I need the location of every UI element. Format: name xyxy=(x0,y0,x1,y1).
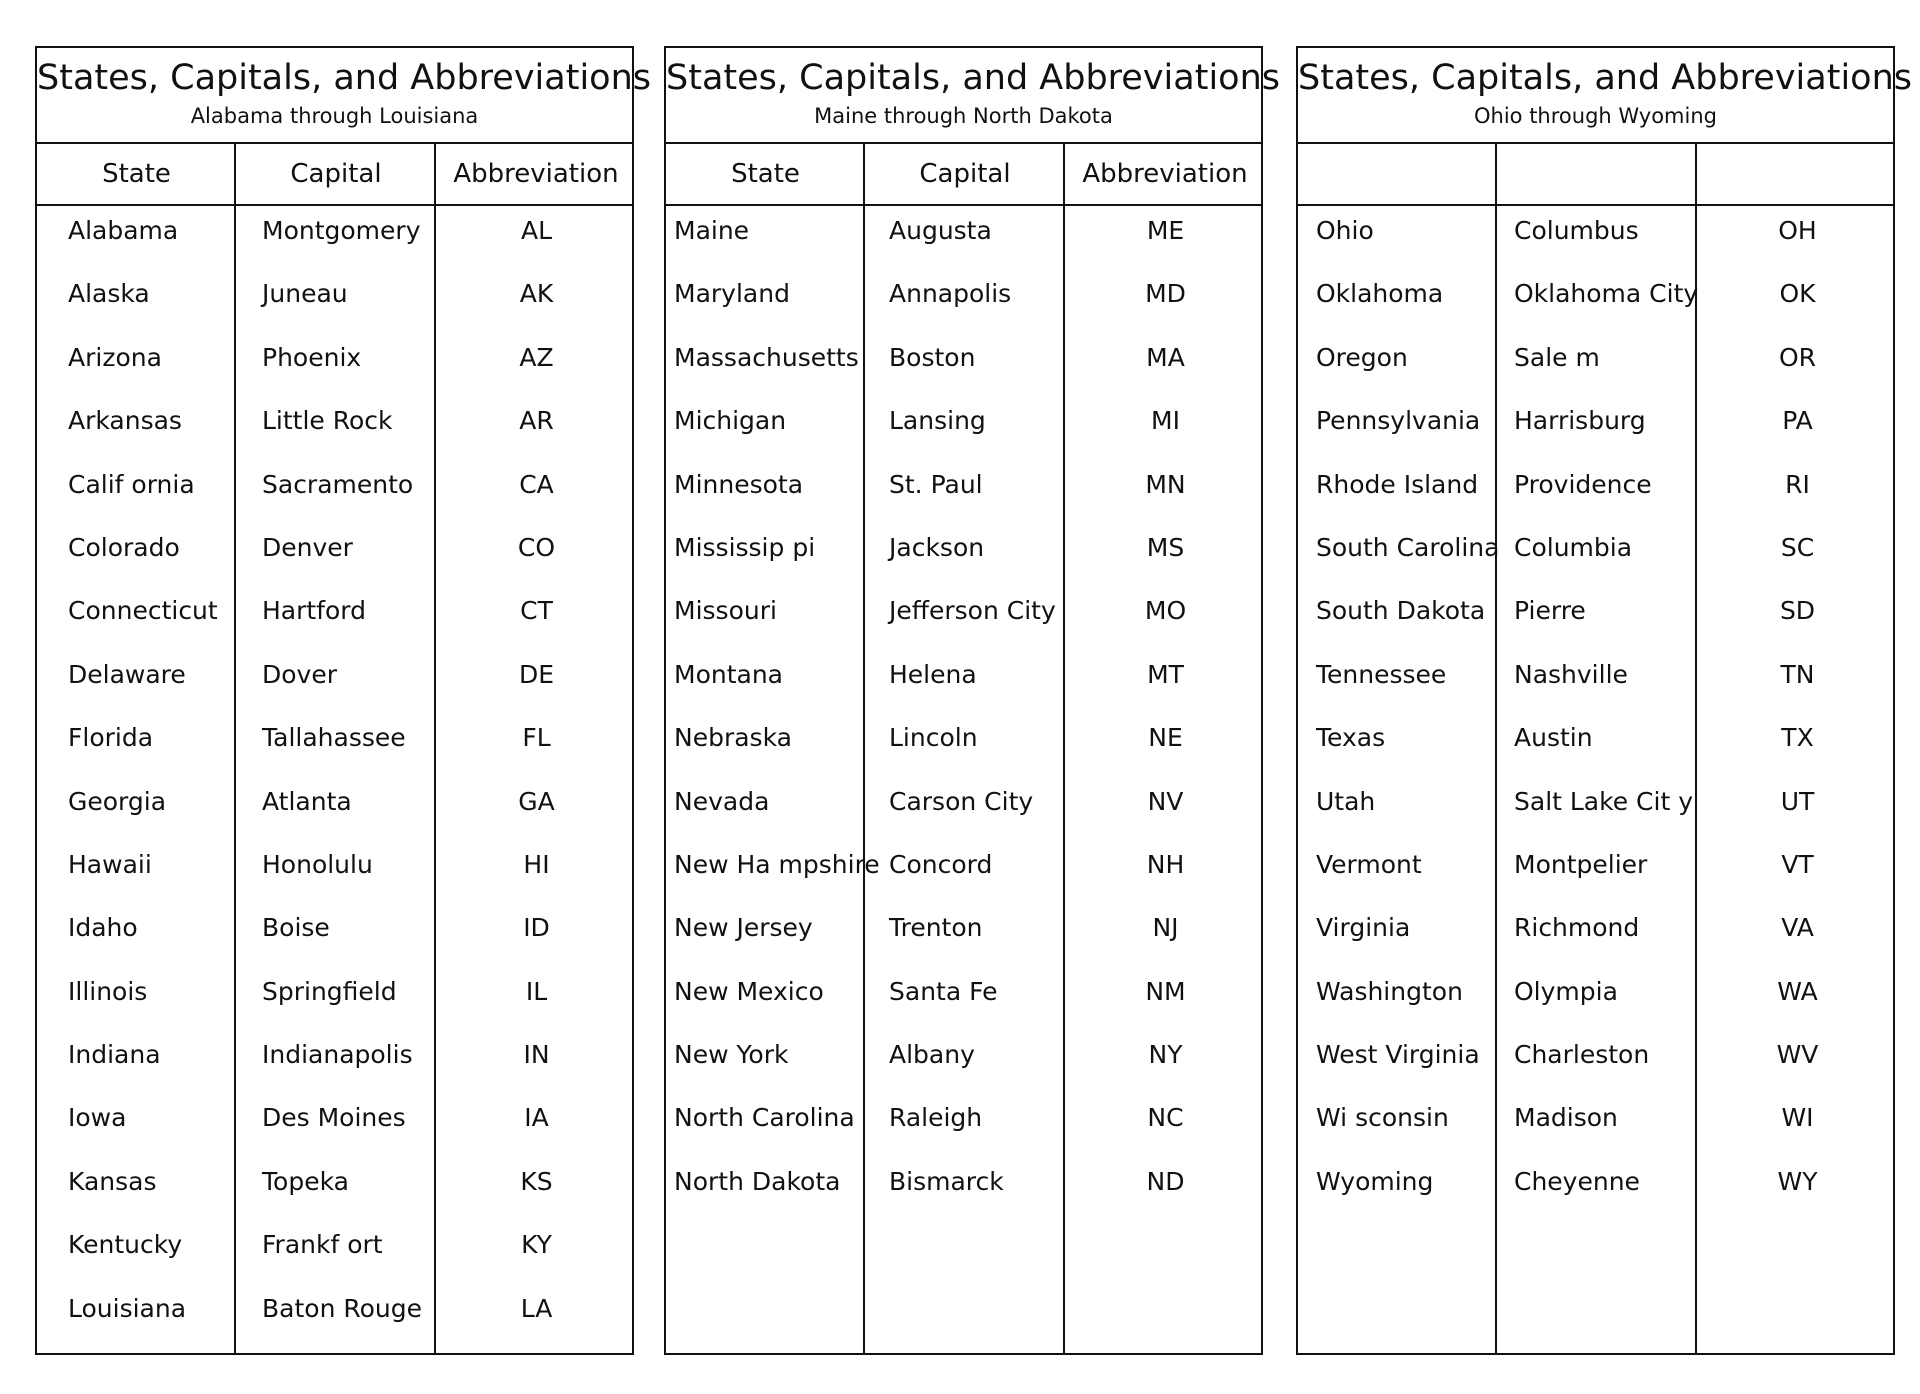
capital-cell: Juneau xyxy=(262,279,348,309)
capital-cell: Lincoln xyxy=(889,723,978,753)
capital-cell: Raleigh xyxy=(889,1103,983,1133)
capital-cell: St. Paul xyxy=(889,469,983,499)
table-row xyxy=(1298,903,1893,966)
table-row xyxy=(666,206,1261,269)
state-cell: Mississip pi xyxy=(674,532,816,562)
abbreviation-cell: MO xyxy=(1144,596,1187,626)
state-cell: Alaska xyxy=(68,279,150,309)
capital-cell: Little Rock xyxy=(262,406,393,436)
column-header-row xyxy=(37,144,632,206)
abbreviation-cell: ME xyxy=(1146,216,1185,245)
abbreviation-cell: CO xyxy=(517,532,556,562)
table-panel-ohio-wyoming xyxy=(1296,46,1913,1355)
state-cell: Louisiana xyxy=(68,1293,187,1323)
state-cell: New Ha mpshire xyxy=(674,849,880,879)
abbreviation-cell: ND xyxy=(1146,1166,1185,1196)
capital-cell: Boston xyxy=(889,342,976,372)
state-cell: Delaware xyxy=(68,659,186,689)
capital-cell: Helena xyxy=(889,659,977,689)
capital-cell: Madison xyxy=(1514,1103,1618,1133)
abbreviation-cell: TX xyxy=(1781,723,1814,753)
panel-subtitle: Ohio through Wyoming xyxy=(1474,104,1717,128)
state-cell: Texas xyxy=(1316,723,1386,753)
abbreviation-cell: MD xyxy=(1145,279,1186,309)
table-row xyxy=(1298,840,1893,903)
column-header-capital: Capital xyxy=(290,159,382,189)
table-row xyxy=(37,903,632,966)
capital-cell: Trenton xyxy=(889,913,983,943)
column-header-abbreviation xyxy=(1697,144,1897,204)
column-header-state: State xyxy=(731,159,800,189)
table-row xyxy=(1298,333,1893,396)
capital-cell: Boise xyxy=(262,913,330,943)
capital-cell: Frankf ort xyxy=(262,1230,383,1260)
abbreviation-cell: SC xyxy=(1780,532,1815,562)
state-cell: Missouri xyxy=(674,596,777,626)
capital-cell: Jackson xyxy=(889,532,985,562)
abbreviation-cell: MA xyxy=(1146,342,1185,372)
table-row xyxy=(1298,1157,1893,1220)
table-row xyxy=(666,1157,1261,1220)
abbreviation-cell: KY xyxy=(521,1230,552,1260)
state-cell: Hawaii xyxy=(68,849,152,879)
state-cell: Iowa xyxy=(68,1103,127,1133)
table-row xyxy=(37,713,632,776)
table-row xyxy=(1298,777,1893,840)
table-row xyxy=(666,269,1261,332)
state-cell: Alabama xyxy=(68,216,179,245)
table-row xyxy=(37,650,632,713)
state-cell: Indiana xyxy=(68,1040,161,1070)
table-body xyxy=(666,206,1261,1220)
abbreviation-cell: OH xyxy=(1778,216,1817,245)
capital-cell: Jefferson City xyxy=(889,596,1056,626)
table-body xyxy=(37,206,632,1347)
table-panel-alabama-louisiana xyxy=(35,46,652,1355)
capital-cell: Cheyenne xyxy=(1514,1166,1640,1196)
capital-cell: Phoenix xyxy=(262,342,362,372)
column-header-abbreviation: Abbreviation xyxy=(453,159,619,189)
capital-cell: Montgomery xyxy=(262,216,421,245)
abbreviation-cell: NV xyxy=(1147,786,1184,816)
capital-cell: Nashville xyxy=(1514,659,1628,689)
table-row xyxy=(666,903,1261,966)
abbreviation-cell: PA xyxy=(1782,406,1813,436)
abbreviation-cell: MT xyxy=(1147,659,1184,689)
abbreviation-cell: NM xyxy=(1145,976,1186,1006)
state-cell: Arkansas xyxy=(68,406,182,436)
capital-cell: Sacramento xyxy=(262,469,414,499)
column-header-row xyxy=(1298,144,1893,206)
table-row xyxy=(37,1030,632,1093)
capital-cell: Oklahoma City xyxy=(1514,279,1699,309)
table-row xyxy=(666,396,1261,459)
table-row xyxy=(1298,523,1893,586)
state-cell: New York xyxy=(674,1040,789,1070)
abbreviation-cell: KS xyxy=(520,1166,553,1196)
table-row xyxy=(1298,460,1893,523)
abbreviation-cell: AR xyxy=(519,406,554,436)
capital-cell: Springfield xyxy=(262,976,397,1006)
abbreviation-cell: VT xyxy=(1781,849,1814,879)
state-cell: Illinois xyxy=(68,976,148,1006)
table-row xyxy=(1298,967,1893,1030)
abbreviation-cell: OR xyxy=(1778,342,1817,372)
state-cell: North Dakota xyxy=(674,1166,841,1196)
capital-cell: Baton Rouge xyxy=(262,1293,422,1323)
capital-cell: Sale m xyxy=(1514,342,1600,372)
abbreviation-cell: MN xyxy=(1145,469,1186,499)
table-row xyxy=(666,1093,1261,1156)
abbreviation-cell: WI xyxy=(1781,1103,1814,1133)
abbreviation-cell: MI xyxy=(1151,406,1180,436)
abbreviation-cell: RI xyxy=(1785,469,1810,499)
capital-cell: Atlanta xyxy=(262,786,352,816)
table-row xyxy=(37,1284,632,1347)
abbreviation-cell: NH xyxy=(1146,849,1185,879)
panel-subtitle: Alabama through Louisiana xyxy=(190,104,479,128)
state-cell: Georgia xyxy=(68,786,167,816)
panel-header xyxy=(37,48,652,144)
column-header-state: State xyxy=(102,159,171,189)
table-row xyxy=(1298,396,1893,459)
capital-cell: Hartford xyxy=(262,596,367,626)
state-cell: Maine xyxy=(674,216,750,245)
abbreviation-cell: TN xyxy=(1780,659,1815,689)
capital-cell: Bismarck xyxy=(889,1166,1004,1196)
abbreviation-cell: AK xyxy=(519,279,554,309)
state-cell: Oregon xyxy=(1316,342,1408,372)
capital-cell: Montpelier xyxy=(1514,849,1648,879)
abbreviation-cell: AL xyxy=(520,216,553,245)
abbreviation-cell: SD xyxy=(1779,596,1816,626)
column-header-capital: Capital xyxy=(919,159,1011,189)
capital-cell: Topeka xyxy=(262,1166,349,1196)
capital-cell: Harrisburg xyxy=(1514,406,1646,436)
state-cell: Tennessee xyxy=(1316,659,1447,689)
table-row xyxy=(37,777,632,840)
state-cell: Oklahoma xyxy=(1316,279,1444,309)
state-cell: Kentucky xyxy=(68,1230,183,1260)
capital-cell: Annapolis xyxy=(889,279,1012,309)
table-row xyxy=(1298,586,1893,649)
state-cell: Virginia xyxy=(1316,913,1411,943)
table-body xyxy=(1298,206,1893,1220)
column-header-row xyxy=(666,144,1261,206)
table-row xyxy=(37,1157,632,1220)
state-cell: South Carolina xyxy=(1316,532,1500,562)
abbreviation-cell: IN xyxy=(523,1040,550,1070)
table-row xyxy=(1298,1030,1893,1093)
table-row xyxy=(1298,1093,1893,1156)
table-row xyxy=(37,1220,632,1283)
state-cell: Pennsylvania xyxy=(1316,406,1481,436)
abbreviation-cell: WY xyxy=(1777,1166,1818,1196)
abbreviation-cell: WV xyxy=(1776,1040,1819,1070)
table-row xyxy=(666,777,1261,840)
table-row xyxy=(666,840,1261,903)
abbreviation-cell: FL xyxy=(522,723,551,753)
capital-cell: Columbia xyxy=(1514,532,1633,562)
abbreviation-cell: NE xyxy=(1148,723,1183,753)
capital-cell: Richmond xyxy=(1514,913,1640,943)
abbreviation-cell: IA xyxy=(524,1103,549,1133)
capital-cell: Lansing xyxy=(889,406,986,436)
state-cell: New Jersey xyxy=(674,913,813,943)
table-row xyxy=(37,460,632,523)
capital-cell: Carson City xyxy=(889,786,1034,816)
capital-cell: Salt Lake Cit y xyxy=(1514,786,1693,816)
table-row xyxy=(666,523,1261,586)
column-header-capital xyxy=(1497,144,1697,204)
state-cell: Nevada xyxy=(674,786,770,816)
state-cell: Washington xyxy=(1316,976,1463,1006)
table-row xyxy=(1298,650,1893,713)
table-row xyxy=(666,967,1261,1030)
table-row xyxy=(37,333,632,396)
capital-cell: Concord xyxy=(889,849,993,879)
state-cell: Rhode Island xyxy=(1316,469,1479,499)
capital-cell: Columbus xyxy=(1514,216,1639,245)
state-cell: Idaho xyxy=(68,913,138,943)
abbreviation-cell: NJ xyxy=(1152,913,1179,943)
table-row xyxy=(1298,206,1893,269)
abbreviation-cell: WA xyxy=(1777,976,1818,1006)
state-cell: Vermont xyxy=(1316,849,1422,879)
state-cell: Minnesota xyxy=(674,469,804,499)
table-row xyxy=(37,840,632,903)
abbreviation-cell: IL xyxy=(525,976,548,1006)
table-row xyxy=(37,269,632,332)
capital-cell: Santa Fe xyxy=(889,976,998,1006)
table-row xyxy=(37,396,632,459)
abbreviation-cell: MS xyxy=(1146,532,1185,562)
state-cell: Nebraska xyxy=(674,723,792,753)
state-cell: Florida xyxy=(68,723,154,753)
state-cell: Wi sconsin xyxy=(1316,1103,1449,1133)
state-cell: Colorado xyxy=(68,532,180,562)
state-cell: Maryland xyxy=(674,279,790,309)
panel-header xyxy=(1298,48,1913,144)
abbreviation-cell: VA xyxy=(1781,913,1814,943)
state-cell: Utah xyxy=(1316,786,1376,816)
state-cell: Kansas xyxy=(68,1166,157,1196)
abbreviation-cell: DE xyxy=(518,659,555,689)
table-row xyxy=(37,206,632,269)
abbreviation-cell: UT xyxy=(1780,786,1815,816)
table-row xyxy=(666,333,1261,396)
table-row xyxy=(37,1093,632,1156)
capital-cell: Indianapolis xyxy=(262,1040,413,1070)
state-cell: Calif ornia xyxy=(68,469,195,499)
panel-header xyxy=(666,48,1281,144)
table-panel-maine-north-dakota xyxy=(664,46,1281,1355)
table-row xyxy=(37,967,632,1030)
state-cell: North Carolina xyxy=(674,1103,855,1133)
capital-cell: Augusta xyxy=(889,216,992,245)
table-row xyxy=(37,586,632,649)
panel-title: States, Capitals, and Abbreviations xyxy=(666,58,1281,98)
capital-cell: Providence xyxy=(1514,469,1652,499)
capital-cell: Tallahassee xyxy=(262,723,406,753)
panel-title: States, Capitals, and Abbreviations xyxy=(1298,58,1913,98)
capital-cell: Charleston xyxy=(1514,1040,1650,1070)
capital-cell: Olympia xyxy=(1514,976,1618,1006)
abbreviation-cell: ID xyxy=(523,913,550,943)
state-cell: South Dakota xyxy=(1316,596,1486,626)
capital-cell: Albany xyxy=(889,1040,975,1070)
abbreviation-cell: CT xyxy=(520,596,553,626)
abbreviation-cell: NY xyxy=(1148,1040,1183,1070)
state-cell: Ohio xyxy=(1316,216,1374,245)
table-row xyxy=(666,650,1261,713)
capital-cell: Dover xyxy=(262,659,337,689)
table-row xyxy=(666,713,1261,776)
abbreviation-cell: HI xyxy=(523,849,550,879)
table-row xyxy=(1298,713,1893,776)
column-header-abbreviation: Abbreviation xyxy=(1082,159,1248,189)
capital-cell: Pierre xyxy=(1514,596,1586,626)
table-row xyxy=(666,586,1261,649)
state-cell: Arizona xyxy=(68,342,162,372)
state-cell: Massachusetts xyxy=(674,342,859,372)
table-row xyxy=(666,460,1261,523)
table-row xyxy=(37,523,632,586)
abbreviation-cell: NC xyxy=(1147,1103,1184,1133)
capital-cell: Denver xyxy=(262,532,353,562)
capital-cell: Austin xyxy=(1514,723,1593,753)
capital-cell: Honolulu xyxy=(262,849,373,879)
abbreviation-cell: GA xyxy=(518,786,555,816)
abbreviation-cell: CA xyxy=(519,469,554,499)
panel-title: States, Capitals, and Abbreviations xyxy=(37,58,652,98)
state-cell: Montana xyxy=(674,659,783,689)
abbreviation-cell: OK xyxy=(1779,279,1816,309)
state-cell: New Mexico xyxy=(674,976,824,1006)
table-row xyxy=(1298,269,1893,332)
abbreviation-cell: AZ xyxy=(519,342,554,372)
state-cell: West Virginia xyxy=(1316,1040,1480,1070)
state-cell: Connecticut xyxy=(68,596,218,626)
state-cell: Wyoming xyxy=(1316,1166,1434,1196)
column-header-state xyxy=(1298,144,1497,204)
state-cell: Michigan xyxy=(674,406,787,436)
panel-subtitle: Maine through North Dakota xyxy=(814,104,1113,128)
capital-cell: Des Moines xyxy=(262,1103,406,1133)
abbreviation-cell: LA xyxy=(520,1293,553,1323)
table-row xyxy=(666,1030,1261,1093)
